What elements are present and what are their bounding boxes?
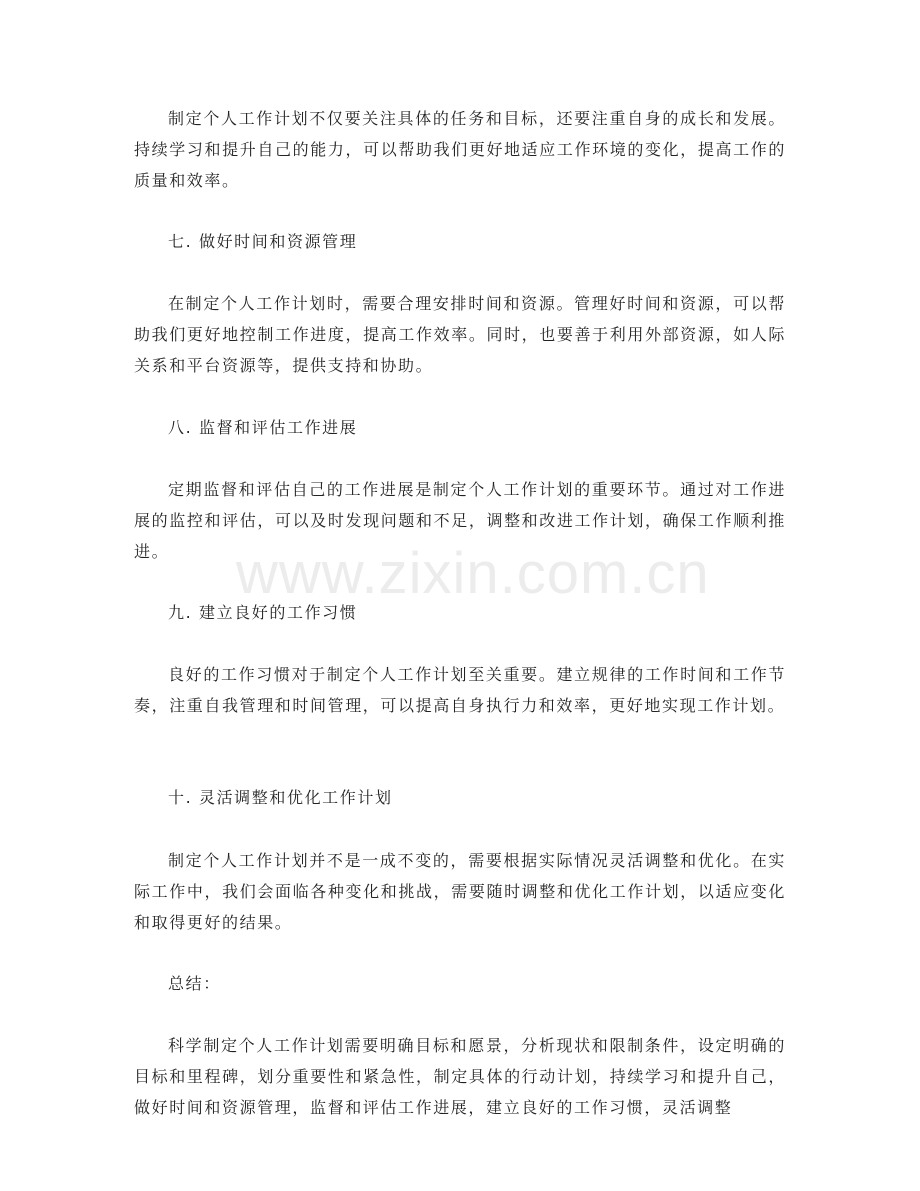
paragraph-personal-growth: 制定个人工作计划不仅要关注具体的任务和目标，还要注重自身的成长和发展。持续学习和提升自己的能力，可以帮助我们更好地适应工作环境的变化，提高工作的质量和效率。 — [134, 109, 786, 190]
paragraph-summary: 科学制定个人工作计划需要明确目标和愿景，分析现状和限制条件，设定明确的目标和里程碑，划分重要性和紧急性，制定具体的行动计划，持续学习和提升自己，做好时间和资源管理，监督和评估工作进展，建立良好的工作习惯，灵活调整 — [134, 1036, 786, 1117]
watermark: www.zixin.com.cn — [236, 541, 710, 606]
heading-summary: 总结： — [168, 974, 221, 993]
heading-section-7: 七. 做好时间和资源管理 — [168, 232, 358, 251]
heading-section-10: 十. 灵活调整和优化工作计划 — [168, 788, 393, 807]
heading-section-8: 八. 监督和评估工作进展 — [168, 418, 358, 437]
paragraph-work-habits: 良好的工作习惯对于制定个人工作计划至关重要。建立规律的工作时间和工作节奏，注重自我管理和时间管理，可以提高自身执行力和效率，更好地实现工作计划。 — [134, 665, 786, 715]
paragraph-time-resource-management: 在制定个人工作计划时，需要合理安排时间和资源。管理好时间和资源，可以帮助我们更好地控制工作进度，提高工作效率。同时，也要善于利用外部资源，如人际关系和平台资源等，提供支持和协助。 — [134, 294, 786, 375]
heading-section-9: 九. 建立良好的工作习惯 — [168, 603, 358, 622]
paragraph-flexible-adjust: 制定个人工作计划并不是一成不变的，需要根据实际情况灵活调整和优化。在实际工作中，我们会面临各种变化和挑战，需要随时调整和优化工作计划，以适应变化和取得更好的结果。 — [134, 851, 786, 932]
paragraph-monitor-evaluate: 定期监督和评估自己的工作进展是制定个人工作计划的重要环节。通过对工作进展的监控和评估，可以及时发现问题和不足，调整和改进工作计划，确保工作顺利推进。 — [134, 480, 786, 561]
